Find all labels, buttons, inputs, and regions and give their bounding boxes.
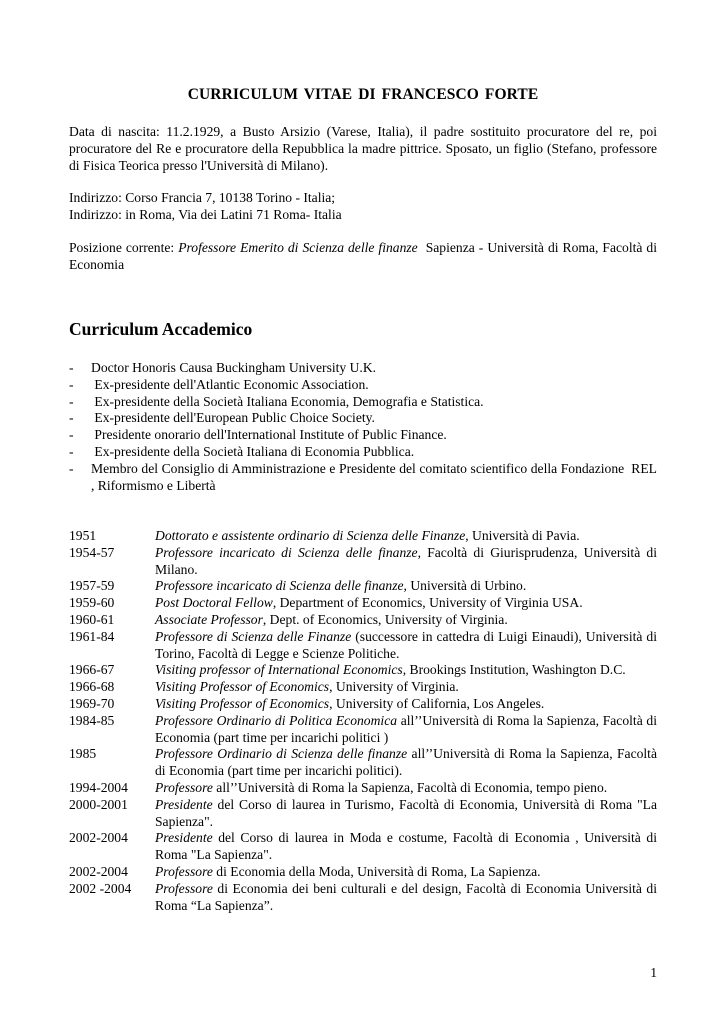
table-row <box>69 881 657 915</box>
academic-item-text: Doctor Honoris Causa Buckingham University U.K. <box>91 360 377 375</box>
career-description <box>155 679 657 696</box>
career-year: 2002 -2004 <box>69 880 132 896</box>
career-detail: (successore in cattedra di Luigi Einaudi), Università di Torino, Facoltà di Legge e Scienze Politiche. <box>155 628 658 661</box>
birth-paragraph: Data di nascita: 11.2.1929, a Busto Arsizio (Varese, Italia), il padre sostituito procuratore del re, poi procuratore del Re e procuratore della Repubblica la madre pittrice. Sposato, un figlio (Stefano, professore di Fisica Teorica presso l'Università di Milano). <box>69 124 657 173</box>
career-detail: , University of California, Los Angeles. <box>329 695 545 711</box>
career-table <box>69 528 657 914</box>
career-detail: , Università di Pavia. <box>465 528 580 543</box>
career-detail: , Dept. of Economics, University of Virginia. <box>262 611 508 627</box>
career-description <box>155 545 657 579</box>
academic-list-item <box>69 444 657 461</box>
table-row <box>69 679 657 696</box>
academic-item-text: Membro del Consiglio di Amministrazione e Presidente del comitato scientifico della Fondazione REL , Riformismo e Libertà <box>91 460 661 493</box>
academic-item-text: Ex-presidente della Società Italiana Economia, Demografia e Statistica. <box>91 393 484 409</box>
career-year: 1951 <box>69 528 97 543</box>
career-detail: di Economia della Moda, Università di Roma, La Sapienza. <box>212 863 541 879</box>
position-label: Posizione corrente: <box>69 240 179 255</box>
career-year: 2000-2001 <box>69 796 128 812</box>
career-description <box>155 662 657 679</box>
career-role: Dottorato e assistente ordinario di Scienza delle Finanze <box>155 528 466 543</box>
career-detail: , Brookings Institution, Washington D.C. <box>402 662 626 678</box>
career-description <box>155 797 657 831</box>
career-detail: , Università di Urbino. <box>403 578 527 594</box>
academic-list-item <box>69 460 661 495</box>
career-year: 1969-70 <box>69 695 115 711</box>
career-year: 2002-2004 <box>69 863 128 879</box>
career-description <box>155 578 657 595</box>
list-dash: - <box>69 393 74 409</box>
career-role: Professore <box>155 779 213 795</box>
career-role: Associate Professor <box>155 611 263 627</box>
table-row <box>69 629 657 663</box>
career-year: 1960-61 <box>69 611 115 627</box>
academic-list-item <box>69 360 657 377</box>
career-year: 2002-2004 <box>69 830 128 846</box>
career-year: 1966-67 <box>69 662 115 678</box>
academic-item-text: Ex-presidente dell'European Public Choice Society. <box>91 410 375 426</box>
career-role: Presidente <box>155 830 213 846</box>
table-row <box>69 780 657 797</box>
career-description <box>155 780 657 797</box>
career-description <box>155 864 657 881</box>
career-role: Professore incaricato di Scienza delle finanze <box>155 578 404 594</box>
address-line-2: Indirizzo: in Roma, Via dei Latini 71 Roma- Italia <box>69 206 342 222</box>
career-role: Visiting professor of International Economics <box>155 662 403 678</box>
academic-item-text: Presidente onorario dell'International Institute of Public Finance. <box>91 427 447 443</box>
career-detail: all’’Università di Roma la Sapienza, Facoltà di Economia, tempo pieno. <box>212 779 608 795</box>
page-title: CURRICULUM VITAE DI FRANCESCO FORTE <box>187 86 539 103</box>
career-role: Professore Ordinario di Politica Economica <box>155 712 398 728</box>
list-dash: - <box>69 460 74 476</box>
career-role: Professore incaricato di Scienza delle finanze <box>155 544 418 560</box>
position-rest: Sapienza - Università di Roma, Facoltà di Economia <box>69 240 661 272</box>
career-detail: , Department of Economics, University of Virginia USA. <box>272 595 583 611</box>
career-description <box>155 528 657 545</box>
career-year: 1985 <box>69 746 97 762</box>
academic-item-text: Ex-presidente della Società Italiana di Economia Pubblica. <box>91 443 415 459</box>
career-detail: di Economia dei beni culturali e del design, Facoltà di Economia Università di Roma “La Sapienza”. <box>155 880 657 913</box>
career-role: Visiting Professor of Economics <box>155 679 330 695</box>
career-detail: , Facoltà di Giurisprudenza, Università di Milano. <box>155 544 658 577</box>
career-detail: del Corso di laurea in Turismo, Facoltà di Economia, Università di Roma "La Sapienza". <box>155 796 657 829</box>
table-row <box>69 612 657 629</box>
academic-item-text: Ex-presidente dell'Atlantic Economic Association. <box>91 376 369 392</box>
list-dash: - <box>69 427 74 443</box>
address-block <box>69 190 657 224</box>
career-detail: del Corso di laurea in Moda e costume, Facoltà di Economia , Università di Roma "La Sapienza". <box>155 830 657 863</box>
career-role: Post Doctoral Fellow <box>155 595 273 611</box>
address-line-1: Indirizzo: Corso Francia 7, 10138 Torino - Italia; <box>69 190 336 205</box>
academic-list-item <box>69 394 657 411</box>
career-detail: all’’Università di Roma la Sapienza, Facoltà di Economia (part time per incarichi politici). <box>155 746 657 779</box>
table-row <box>69 746 657 780</box>
career-description <box>155 881 657 915</box>
career-year: 1959-60 <box>69 595 115 611</box>
table-row <box>69 696 657 713</box>
career-description <box>155 612 657 629</box>
list-dash: - <box>69 410 74 426</box>
table-row <box>69 578 657 595</box>
career-role: Presidente <box>155 796 213 812</box>
career-description <box>155 830 657 864</box>
table-row <box>69 545 657 579</box>
career-year: 1984-85 <box>69 712 115 728</box>
career-description <box>155 595 657 612</box>
career-year: 1954-57 <box>69 544 115 560</box>
page-number: 1 <box>650 965 657 980</box>
list-dash: - <box>69 443 74 459</box>
academic-list-item <box>69 377 657 394</box>
list-dash: - <box>69 376 74 392</box>
list-dash: - <box>69 360 74 375</box>
career-role: Professore Ordinario di Scienza delle finanze <box>155 746 408 762</box>
career-role: Professore <box>155 863 213 879</box>
current-position <box>69 240 661 274</box>
table-row <box>69 830 657 864</box>
career-description <box>155 713 657 747</box>
career-year: 1957-59 <box>69 578 115 594</box>
section-title-curriculum: Curriculum Accademico <box>69 319 253 339</box>
table-row <box>69 797 657 831</box>
career-role: Professore di Scienza delle Finanze <box>155 628 352 644</box>
career-detail: , University of Virginia. <box>329 679 459 695</box>
career-description <box>155 629 657 663</box>
career-role: Visiting Professor of Economics <box>155 695 330 711</box>
career-year: 1966-68 <box>69 679 115 695</box>
table-row <box>69 864 657 881</box>
table-row <box>69 713 657 747</box>
academic-list-item <box>69 410 657 427</box>
career-description <box>155 746 657 780</box>
career-year: 1961-84 <box>69 628 115 644</box>
career-detail: all’’Università di Roma la Sapienza, Facoltà di Economia (part time per incarichi politici ) <box>155 712 657 745</box>
academic-list <box>69 360 661 494</box>
table-row <box>69 528 657 545</box>
academic-list-item <box>69 427 657 444</box>
table-row <box>69 662 657 679</box>
career-role: Professore <box>155 880 213 896</box>
career-year: 1994-2004 <box>69 779 128 795</box>
career-description <box>155 696 657 713</box>
position-role: Professore Emerito di Scienza delle finanze <box>178 240 418 255</box>
table-row <box>69 595 657 612</box>
